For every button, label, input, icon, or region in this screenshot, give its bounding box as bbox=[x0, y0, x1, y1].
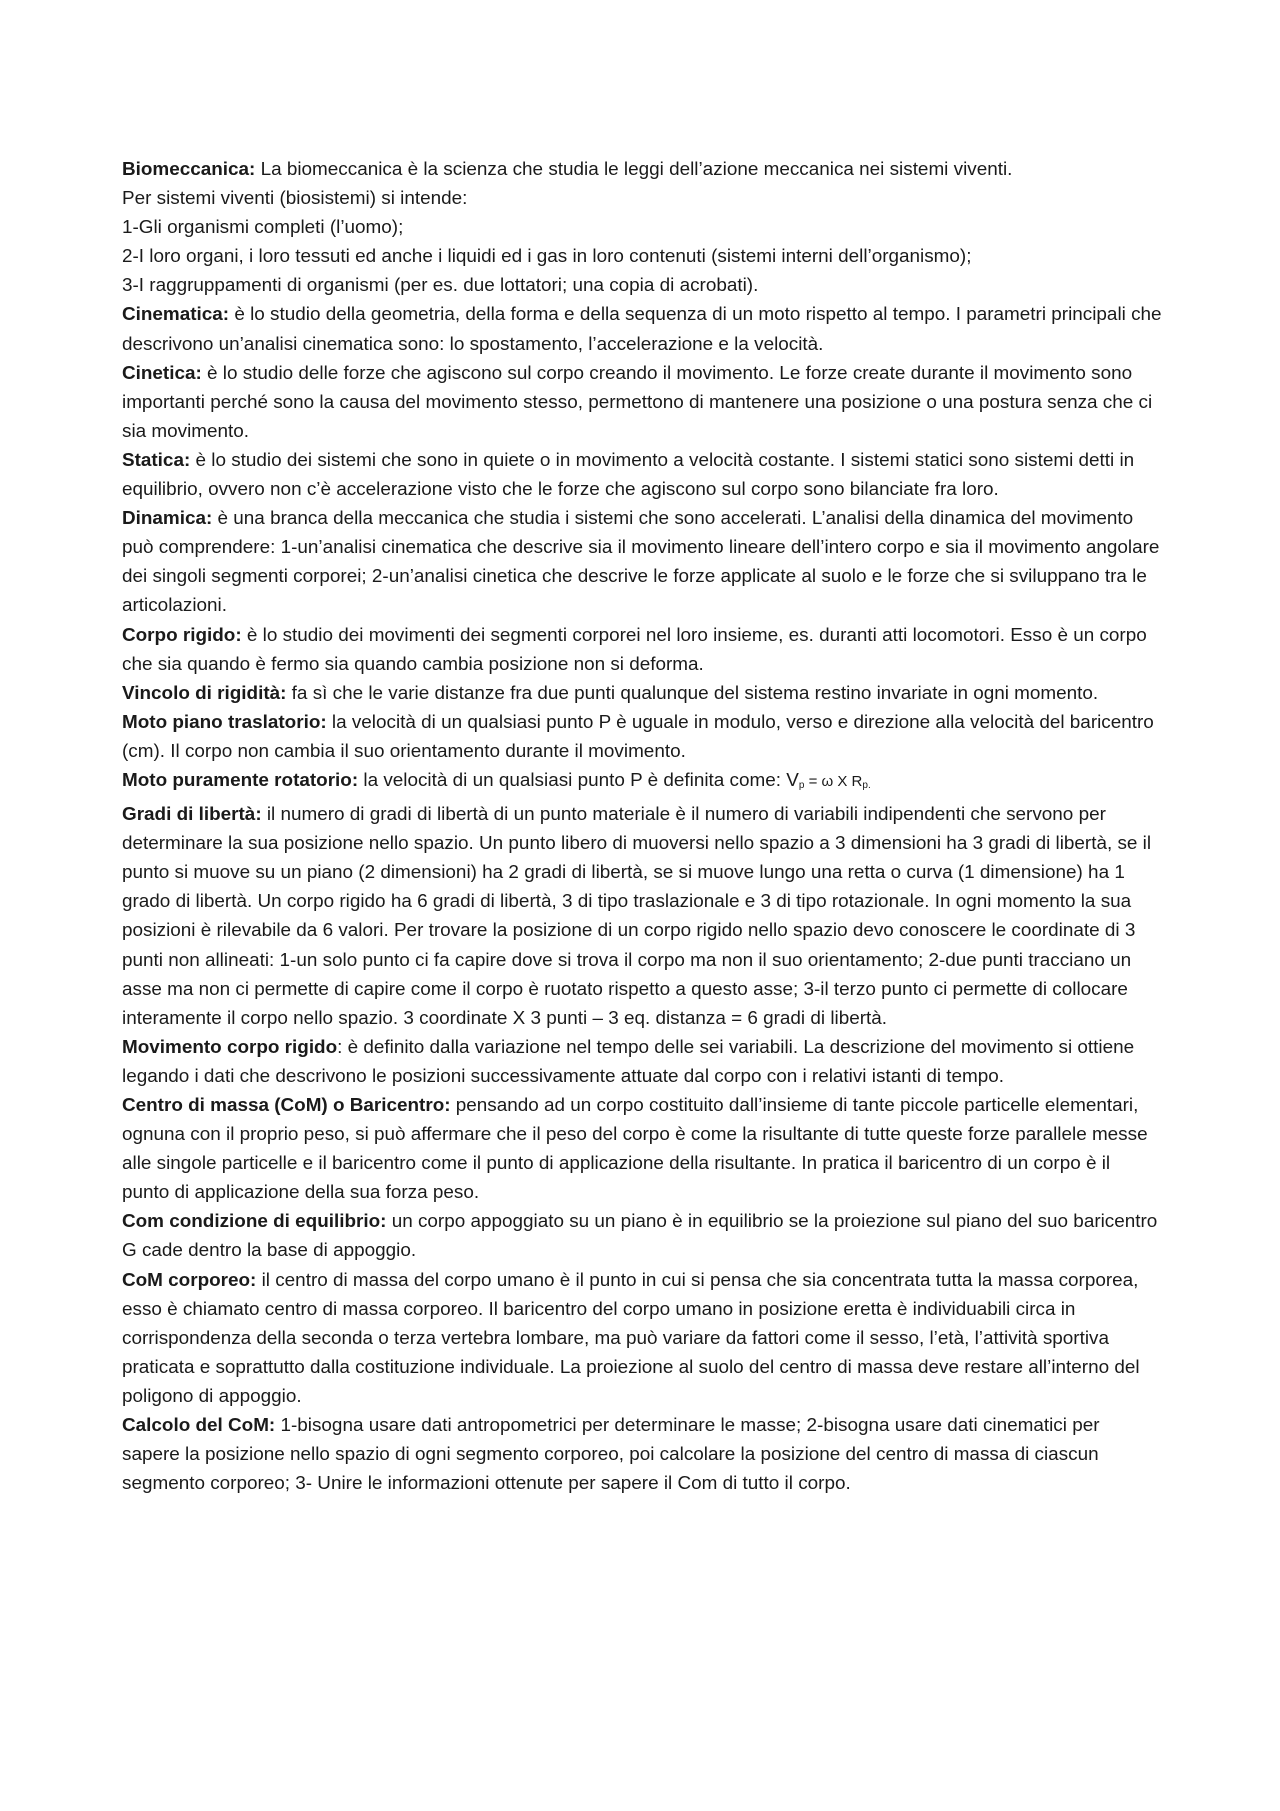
definition-cinetica: è lo studio delle forze che agiscono sul corpo creando il movimento. Le forze create durante il movimento sono importanti perché sono la causa del movimento stesso, permettono di mantenere una posizione o una postura senza che ci sia movimento. bbox=[122, 362, 1153, 442]
term-moto-rotatorio: Moto puramente rotatorio: bbox=[122, 769, 359, 791]
definition-vincolo: fa sì che le varie distanze fra due punti qualunque del sistema restino invariate in ogni momento. bbox=[286, 682, 1099, 704]
term-movimento-corpo-rigido: Movimento corpo rigido bbox=[122, 1036, 338, 1058]
formula-omega-cross-r: = ω X R bbox=[804, 772, 863, 790]
biomeccanica-line: 3-I raggruppamenti di organismi (per es. due lottatori; una copia di acrobati). bbox=[122, 275, 759, 297]
paragraph-calcolo-com bbox=[122, 1411, 1162, 1498]
paragraph-moto-rotatorio bbox=[122, 766, 1162, 800]
definition-dinamica: è una branca della meccanica che studia i sistemi che sono accelerati. L’analisi della dinamica del movimento può comprendere: 1-un’analisi cinematica che descrive sia il movimento lineare dell’intero corpo e sia il movimento angolare dei singoli segmenti corporei; 2-un’analisi cinetica che descrive le forze applicate al suolo e le forze che si sviluppano tra le articolazioni. bbox=[122, 508, 1160, 617]
formula-v-subscript: p bbox=[798, 779, 805, 791]
paragraph-com-equilibrio bbox=[122, 1207, 1162, 1265]
term-gradi-liberta: Gradi di libertà: bbox=[122, 804, 262, 826]
term-centro-massa: Centro di massa (CoM) o Baricentro: bbox=[122, 1095, 451, 1116]
term-cinematica: Cinematica: bbox=[122, 304, 230, 326]
definition-com-equilibrio: un corpo appoggiato su un piano è in equilibrio se la proiezione sul piano del suo baricentro G cade dentro la base di appoggio. bbox=[122, 1211, 1158, 1262]
paragraph-corpo-rigido bbox=[122, 621, 1162, 679]
term-biomeccanica: Biomeccanica: bbox=[122, 159, 256, 180]
biomeccanica-line: 2-I loro organi, i loro tessuti ed anche i liquidi ed i gas in loro contenuti (sistemi interni dell’organismo); bbox=[122, 246, 972, 268]
definition-corpo-rigido: è lo studio dei movimenti dei segmenti corporei nel loro insieme, es. duranti atti locomotori. Esso è un corpo che sia quando è fermo sia quando cambia posizione non si deforma. bbox=[122, 624, 1147, 675]
paragraph-moto-traslatorio bbox=[122, 708, 1162, 766]
formula-v: V bbox=[786, 769, 799, 791]
paragraph-movimento-corpo-rigido bbox=[122, 1033, 1162, 1091]
term-dinamica: Dinamica: bbox=[122, 508, 213, 530]
biomeccanica-line: 1-Gli organismi completi (l’uomo); bbox=[122, 217, 404, 239]
definition-statica: è lo studio dei sistemi che sono in quiete o in movimento a velocità costante. I sistemi statici sono sistemi detti in equilibrio, ovvero non c’è accelerazione visto che le forze che agiscono sul corpo sono bilanciate fra loro. bbox=[122, 449, 1135, 501]
paragraph-gradi-liberta bbox=[122, 800, 1162, 1033]
definition-calcolo-com: 1-bisogna usare dati antropometrici per determinare le masse; 2-bisogna usare dati cinematici per sapere la posizione nello spazio di ogni segmento corporeo, poi calcolare la posizione del centro di massa di ciascun segmento corporeo; 3- Unire le informazioni ottenute per sapere il Com di tutto il corpo. bbox=[122, 1415, 1100, 1495]
paragraph-dinamica bbox=[122, 504, 1162, 620]
definition-gradi-liberta: il numero di gradi di libertà di un punto materiale è il numero di variabili indipendenti che servono per determinare la sua posizione nello spazio. Un punto libero di muoversi nello spazio a 3 dimensioni ha 3 gradi di libertà, se il punto si muove su un piano (2 dimensioni) ha 2 gradi di libertà, se si muove lungo una retta o curva (1 dimensione) ha 1 grado di libertà. Un corpo rigido ha 6 gradi di libertà, 3 di tipo traslazionale e 3 di tipo rotazionale. In ogni momento la sua posizioni è rilevabile da 6 valori. Per trovare la posizione di un corpo rigido nello spazio devo conoscere le coordinate di 3 punti non allineati: 1-un solo punto ci fa capire dove si trova il corpo ma non il suo orientamento; 2-due punti tracciano un asse ma non ci permette di capire come il corpo è ruotato rispetto a questo asse; 3-il terzo punto ci permette di collocare interamente il corpo nello spazio. 3 coordinate X 3 punti – 3 eq. distanza = 6 gradi di libertà. bbox=[122, 804, 1152, 1029]
definition-moto-traslatorio: la velocità di un qualsiasi punto P è uguale in modulo, verso e direzione alla velocità del baricentro (cm). Il corpo non cambia il suo orientamento durante il movimento. bbox=[122, 711, 1154, 762]
term-com-equilibrio: Com condizione di equilibrio: bbox=[122, 1211, 387, 1233]
formula-r-subscript: p. bbox=[862, 779, 871, 791]
paragraph-statica bbox=[122, 446, 1162, 504]
biomeccanica-line: Per sistemi viventi (biosistemi) si intende: bbox=[122, 188, 468, 210]
term-statica: Statica: bbox=[122, 449, 191, 471]
definition-centro-massa: pensando ad un corpo costituito dall’insieme di tante piccole particelle elementari, ognuna con il proprio peso, si può affermare che il peso del corpo è come la risultante di tutte queste forze parallele messe alle singole particelle e il baricentro come il punto di applicazione della risultante. In pratica il baricentro di un corpo è il punto di applicazione della sua forza peso. bbox=[122, 1095, 1148, 1204]
term-vincolo: Vincolo di rigidità: bbox=[122, 682, 287, 704]
paragraph-cinetica bbox=[122, 359, 1162, 446]
velocity-formula bbox=[786, 770, 871, 791]
definition-biomeccanica: La biomeccanica è la scienza che studia le leggi dell’azione meccanica nei sistemi viventi. bbox=[255, 159, 1013, 180]
paragraph-com-corporeo bbox=[122, 1266, 1162, 1411]
document-body bbox=[122, 155, 1162, 1498]
definition-cinematica: è lo studio della geometria, della forma e della sequenza di un moto rispetto al tempo. I parametri principali che descrivono un’analisi cinematica sono: lo spostamento, l’accelerazione e la velocità. bbox=[122, 304, 1162, 355]
definition-com-corporeo: il centro di massa del corpo umano è il punto in cui si pensa che sia concentrata tutta la massa corporea, esso è chiamato centro di massa corporeo. Il baricentro del corpo umano in posizione eretta è individuabili circa in corrispondenza della seconda o terza vertebra lombare, ma può variare da fattori come il sesso, l’età, l’attività sportiva praticata e soprattutto dalla costituzione individuale. La proiezione al suolo del centro di massa deve restare all’interno del poligono di appoggio. bbox=[122, 1269, 1140, 1407]
term-com-corporeo: CoM corporeo: bbox=[122, 1269, 257, 1291]
definition-movimento-corpo-rigido: : è definito dalla variazione nel tempo delle sei variabili. La descrizione del movimento si ottiene legando i dati che descrivono le posizioni successivamente attuate dal corpo con i relativi istanti di tempo. bbox=[122, 1036, 1135, 1087]
term-corpo-rigido: Corpo rigido: bbox=[122, 624, 242, 646]
paragraph-biomeccanica bbox=[122, 155, 1162, 184]
definition-moto-rotatorio: la velocità di un qualsiasi punto P è definita come: bbox=[358, 769, 787, 791]
term-calcolo-com: Calcolo del CoM: bbox=[122, 1415, 276, 1437]
term-moto-traslatorio: Moto piano traslatorio: bbox=[122, 711, 327, 733]
paragraph-cinematica bbox=[122, 300, 1162, 358]
term-cinetica: Cinetica: bbox=[122, 362, 202, 384]
paragraph-centro-massa bbox=[122, 1091, 1162, 1207]
paragraph-vincolo bbox=[122, 679, 1162, 708]
